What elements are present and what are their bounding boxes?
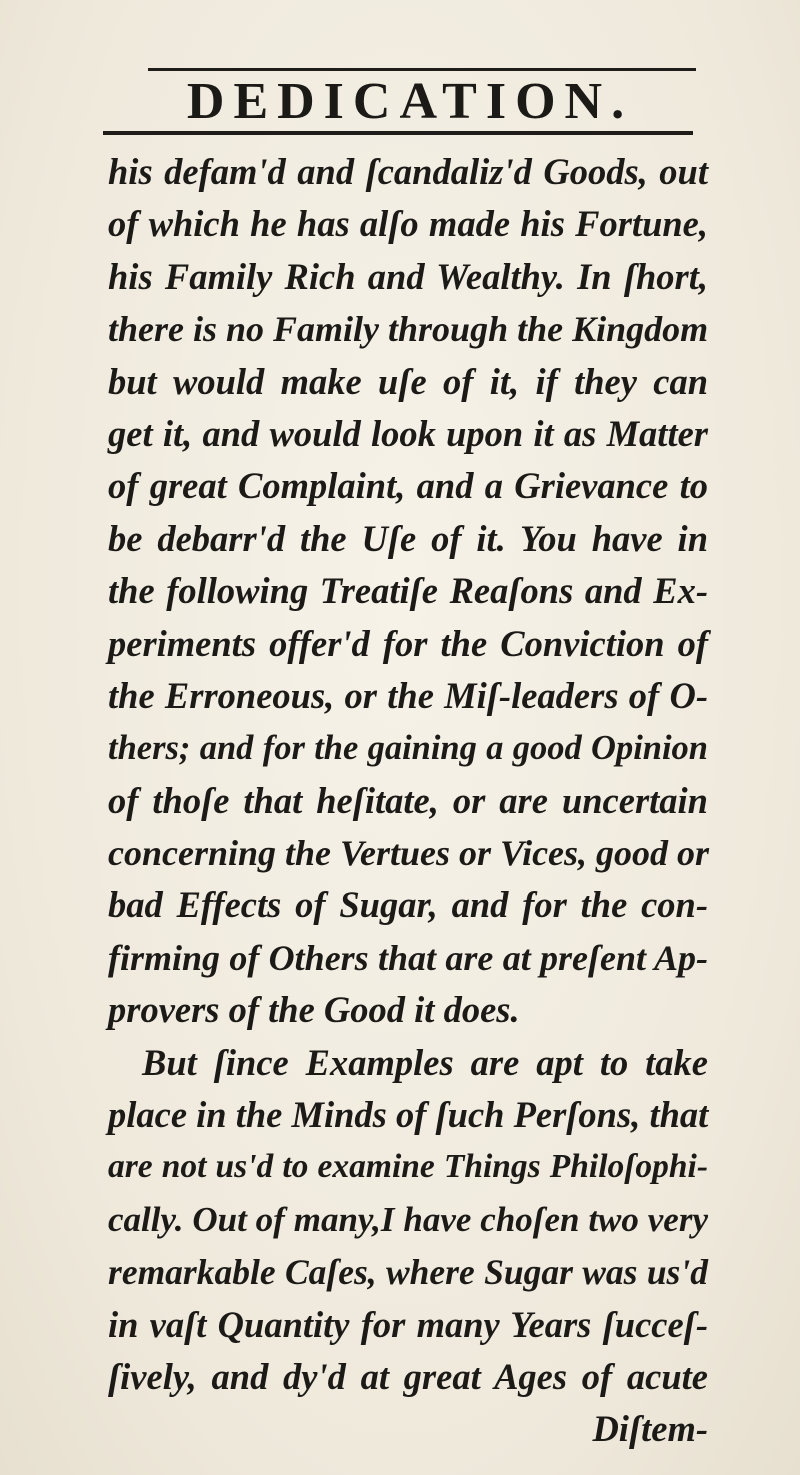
text-line: his defam'd and ſcandaliz'd Goods, out — [108, 151, 708, 192]
text-line: of thoſe that heſitate, or are uncertain — [108, 779, 708, 821]
text-line: place in the Minds of ſuch Perſons, that — [108, 1094, 709, 1136]
text-line: but would make uſe of it, if they can — [108, 360, 708, 402]
text-line: provers of the Good it does. — [108, 989, 520, 1031]
text-line: cally. Out of many,I have choſen two very — [108, 1199, 708, 1239]
text-line: periments offer'd for the Conviction of — [108, 622, 708, 664]
text-line: get it, and would look upon it as Matter — [108, 412, 708, 454]
text-line: the following Treatiſe Reaſons and Ex- — [108, 570, 708, 612]
text-line: are not us'd to examine Things Philoſophi- — [108, 1148, 708, 1186]
page-header-title: DEDICATION. — [186, 73, 634, 130]
text-line: in vaſt Quantity for many Years ſucceſ- — [108, 1303, 708, 1345]
text-line: his Family Rich and Wealthy. In ſhort, — [108, 255, 708, 297]
text-line: But ſince Examples are apt to take — [142, 1041, 708, 1083]
text-line: the Erroneous, or the Miſ-leaders of O- — [108, 674, 708, 716]
text-line: bad Effects of Sugar, and for the con- — [108, 884, 708, 926]
catchword: Diſtem- — [592, 1408, 708, 1450]
text-line: of which he has alſo made his Fortune, — [108, 203, 708, 245]
text-line: there is no Family through the Kingdom — [108, 309, 709, 350]
text-line: of great Complaint, and a Grievance to — [108, 465, 708, 507]
text-line: ſively, and dy'd at great Ages of acute — [108, 1355, 708, 1397]
text-line: be debarr'd the Uſe of it. You have in — [108, 517, 708, 559]
text-line: concerning the Vertues or Vices, good or — [108, 833, 710, 874]
text-line: firming of Others that are at preſent Ap- — [108, 937, 708, 978]
text-line: thers; and for the gaining a good Opinion — [108, 729, 708, 768]
header-rule-bottom — [103, 131, 693, 135]
header-rule-top — [148, 68, 696, 71]
text-line: remarkable Caſes, where Sugar was us'd — [108, 1252, 708, 1293]
body-text — [108, 146, 708, 1456]
